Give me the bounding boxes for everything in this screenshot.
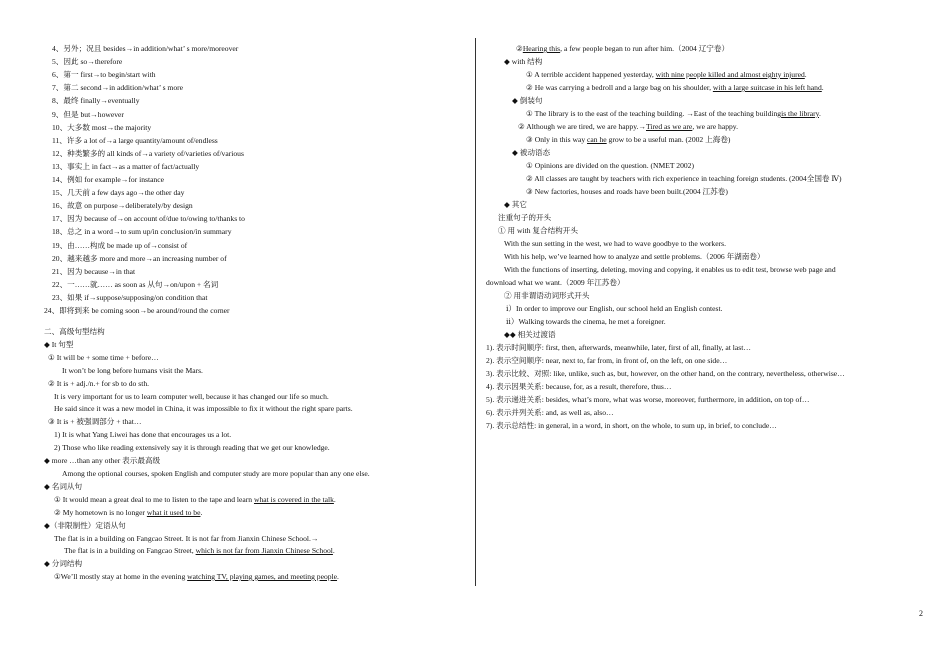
it-pattern-2-example-2: He said since it was a new model in China, it was impossible to fix it without the right spare parts. [54, 404, 353, 413]
transition-label: 5). 表示递进关系 [486, 395, 542, 404]
underlined-text: what is covered in the talk [253, 495, 334, 504]
transition-item [486, 382, 671, 392]
transition-label: 7). 表示总结性 [486, 421, 535, 430]
underlined-text: can he [587, 135, 607, 144]
other-heading: ◆ 其它 [504, 200, 527, 209]
it-pattern-3-example-2: 2) Those who like reading extensively say it is through reading that we get our knowledge. [54, 443, 330, 452]
transition-label: 2). 表示空间顺序 [486, 356, 542, 365]
it-pattern-1-example: It won’t be long before humans visit the Mars. [62, 366, 203, 375]
text: ② He was carrying a bedroll and a large bag on his shoulder, [526, 83, 713, 92]
superlative-example: Among the optional courses, spoken English and computer study are more popular than any one else. [62, 469, 370, 478]
transition-label: 3). 表示比较、对照 [486, 369, 550, 378]
with-example-2 [526, 83, 824, 93]
phrase-item: 18、总之 in a word→to sum up/in conclusion/in summary [52, 227, 232, 237]
phrase-item: 6、第一 first→to begin/start with [52, 70, 156, 80]
text: , a few people began to run after him.（2004 辽宁卷） [560, 44, 730, 53]
text: . [332, 546, 335, 555]
underlined-text: with a large suitcase in his left hand [712, 83, 822, 92]
phrase-item: 13、事实上 in fact→as a matter of fact/actually [52, 161, 200, 171]
phrase-item: 21、因为 because→in that [52, 266, 136, 276]
transition-text: : besides, what’s more, what was worse, moreover, furthermore, in addition, on top of… [541, 395, 810, 404]
inversion-heading: ◆ 倒装句 [512, 96, 543, 105]
it-pattern-3: ③ It is + 被强调部分 + that… [48, 417, 142, 426]
transition-label: 4). 表示因果关系 [486, 382, 542, 391]
transition-text: : because, for, as a result, therefore, thus… [541, 382, 672, 391]
with-structure-heading: ◆ with 结构 [504, 57, 543, 66]
it-pattern-2-example-1: It is very important for us to learn computer well, because it has changed our life so much. [54, 392, 329, 401]
phrase-item: 17、因为 because of→on account of/due to/owing to/thanks to [52, 214, 245, 224]
nonfinite-example-1: ⅰ）In order to improve our English, our school held an English contest. [506, 304, 723, 313]
page-number: 2 [919, 609, 923, 618]
noun-clause-example-2 [54, 508, 202, 518]
transition-item [486, 356, 727, 366]
inversion-example-1 [526, 109, 821, 119]
noun-clause-heading: ◆ 名词从句 [44, 482, 83, 491]
nonfinite-opening-heading: ② 用非谓语动词形式开头 [504, 291, 590, 300]
transition-text: : and, as well as, also… [541, 408, 614, 417]
section-heading: 二、高级句型结构 [44, 327, 105, 336]
with-example-1 [526, 70, 807, 80]
attributive-clause-heading: ◆（非限制性）定语从句 [44, 521, 126, 530]
transition-heading: ◆◆ 相关过渡语 [504, 330, 556, 339]
participle-example-1 [54, 572, 339, 582]
underlined-text: is the library [781, 109, 819, 118]
phrase-item: 9、但是 but→however [52, 109, 124, 119]
phrase-item: 7、第二 second→in addition/what’ s more [52, 83, 184, 93]
transition-text: : first, then, afterwards, meanwhile, later, first of all, finally, at last… [541, 343, 751, 352]
with-opening-example-1: With the sun setting in the west, we had to wave goodbye to the workers. [504, 239, 726, 248]
passive-example-2: ② All classes are taught by teachers with rich experience in teaching foreign students. (2004全国卷 Ⅳ) [526, 174, 842, 183]
it-pattern-2: ② It is + adj./n.+ for sb to do sth. [48, 379, 150, 388]
it-pattern-3-example-1: 1) It is what Yang Liwei has done that encourages us a lot. [54, 430, 232, 439]
phrase-item: 22、一……就…… as soon as 从句→on/upon + 名词 [52, 279, 219, 289]
attributive-clause-example-2 [64, 546, 335, 556]
text: . [818, 109, 821, 118]
underlined-text: what it used to be [146, 508, 201, 517]
with-opening-example-3: With the functions of inserting, deleting, moving and copying, it enables us to edit test, browse web page and [504, 265, 836, 274]
attributive-clause-example-1: The flat is in a building on Fangcao Street. It is not far from Jianxin Chinese School.→ [54, 534, 319, 543]
sentence-opening-heading: 注重句子的开头 [498, 213, 552, 222]
phrase-item: 4、另外；况且 besides→in addition/what’ s more/moreover [52, 44, 239, 53]
underlined-text: Hearing this [522, 44, 561, 53]
text: . [200, 508, 203, 517]
nonfinite-example-2: ⅱ）Walking towards the cinema, he met a foreigner. [506, 317, 666, 326]
transition-label: 1). 表示时间顺序 [486, 343, 542, 352]
passive-voice-heading: ◆ 被动语态 [512, 148, 551, 157]
transition-item [486, 408, 614, 418]
text: ② Although we are tired, we are happy.→ [518, 122, 646, 131]
inversion-example-2 [518, 122, 738, 132]
phrase-item: 19、由……构成 be made up of→consist of [52, 240, 188, 250]
underlined-text: watching TV, playing games, and meeting people [187, 572, 338, 581]
text: ① A terrible accident happened yesterday, [526, 70, 656, 79]
text: grow to be a useful man. (2002 上海卷) [606, 135, 731, 144]
text: . [804, 70, 807, 79]
text: . [337, 572, 339, 581]
underlined-text: which is not far from Jianxin Chinese School [195, 546, 333, 555]
with-opening-heading: ① 用 with 复合结构开头 [498, 226, 578, 235]
with-opening-example-2: With his help, we’ve learned how to analyze and settle problems.（2006 年湖南卷） [504, 252, 765, 261]
text: , we are happy. [692, 122, 738, 131]
phrase-item: 8、最终 finally→eventually [52, 96, 140, 106]
phrase-item: 11、许多 a lot of→a large quantity/amount of/endless [52, 135, 218, 145]
phrase-item: 16、故意 on purpose→deliberately/by design [52, 201, 193, 211]
underlined-text: Tired as we are [645, 122, 693, 131]
transition-label: 6). 表示并列关系 [486, 408, 542, 417]
it-pattern-1: ① It will be + some time + before… [48, 353, 159, 362]
text: ① The library is to the east of the teaching building. →East of the teaching building [526, 109, 782, 118]
phrase-item: 10、大多数 most→the majority [52, 122, 152, 132]
passive-example-1: ① Opinions are divided on the question. (NMET 2002) [526, 161, 695, 170]
text: ② [516, 44, 523, 53]
text: ①We’ll mostly stay at home in the evening [54, 572, 188, 581]
text: The flat is in a building on Fangcao Street, [64, 546, 196, 555]
column-divider [475, 38, 476, 586]
text: ③ Only in this way [526, 135, 588, 144]
inversion-example-3 [526, 135, 730, 145]
text: ② My hometown is no longer [54, 508, 147, 517]
phrase-item: 24、即将到来 be coming soon→be around/round the corner [44, 306, 230, 315]
phrase-item: 15、几天前 a few days ago→the other day [52, 188, 185, 198]
passive-example-3: ③ New factories, houses and roads have been built.(2004 江苏卷) [526, 187, 728, 196]
noun-clause-example-1 [54, 495, 336, 505]
transition-item [486, 421, 777, 431]
text: ① It would mean a great deal to me to listen to the tape and learn [54, 495, 254, 504]
transition-item [486, 395, 809, 405]
participle-example-2 [516, 44, 729, 54]
transition-text: : near, next to, far from, in front of, on the left, on one side… [541, 356, 728, 365]
text: . [333, 495, 336, 504]
transition-text: : in general, in a word, in short, on the whole, to sum up, in brief, to conclude… [534, 421, 777, 430]
phrase-item: 12、种类繁多的 all kinds of→a variety of/varieties of/various [52, 148, 244, 158]
phrase-item: 23、如果 if→suppose/supposing/on condition that [52, 292, 208, 302]
underlined-text: with nine people killed and almost eighty injured [655, 70, 805, 79]
superlative-heading: ◆ more …than any other 表示最高级 [44, 456, 161, 465]
transition-text: : like, unlike, such as, but, however, on the other hand, on the contrary, nevertheless, otherwise… [549, 369, 845, 378]
text: . [821, 83, 824, 92]
with-opening-example-3-cont: download what we want.（2009 年江苏卷） [486, 278, 625, 287]
phrase-item: 20、越来越多 more and more→an increasing number of [52, 253, 227, 263]
phrase-item: 14、例如 for example→for instance [52, 175, 164, 184]
phrase-item: 5、因此 so→therefore [52, 57, 123, 67]
participle-heading: ◆ 分词结构 [44, 559, 83, 568]
transition-item [486, 369, 845, 379]
it-pattern-heading: ◆ It 句型 [44, 340, 74, 349]
transition-item [486, 343, 751, 353]
